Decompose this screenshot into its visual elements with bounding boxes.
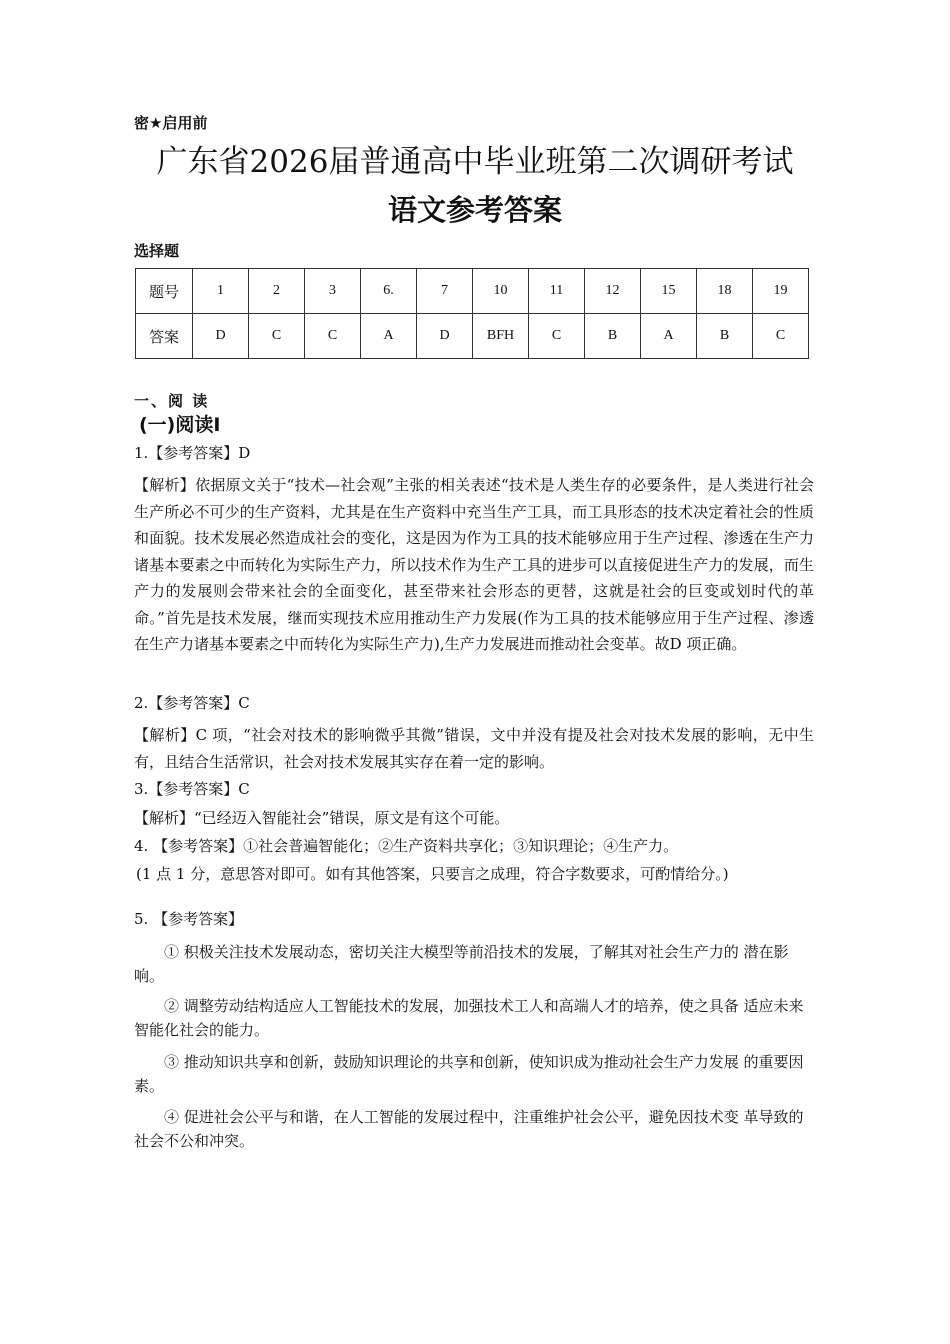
reading-subsection-heading: (一)阅读Ⅰ (139, 414, 221, 436)
q4-scoring-note: (1 点 1 分，意思答对即可。如有其他答案，只要言之成理，符合字数要求，可酌情给分。) (136, 865, 729, 883)
q2-analysis: 【解析】C 项，“社会对技术的影响微乎其微”错误，文中并没有提及社会对技术发展的影响，无中生有，且结合生活常识，社会对技术发展其实存在着一定的影响。 (134, 726, 814, 771)
q3-answer: 3.【参考答案】C (134, 780, 250, 798)
question-number: 11 (529, 269, 585, 314)
q1-analysis: 【解析】依据原文关于“技术—社会观”主张的相关表述“技术是人类生存的必要条件，是人类进行社会生产所必不可少的生产资料，尤其是在生产资料中充当生产工具，而工具形态的技术决定着社会的性质和面貌。技术发展必然造成社会的变化，这是因为作为工具的技术能够应用于生产过程、渗透在生产力诸基本要素之中而转化为实际生产力，所以技术作为生产工具的进步可以直接促进生产力的发展，而生产力的发展则会带来社会的全面变化，甚至带来社会形态的更替，这就是社会的巨变或划时代的革命。”首先是技术发展，继而实现技术应用推动生产力发展(作为工具的技术能够应用于生产过程、渗透在生产力诸基本要素之中而转化为实际生产力),生产力发展进而推动社会变革。故D 项正确。 (134, 476, 814, 653)
question-number: 3 (305, 269, 361, 314)
answer-cell: B (585, 314, 641, 359)
answer-key-subtitle: 语文参考答案 (387, 193, 562, 227)
question-number-row (136, 269, 809, 314)
confidential-mark: 密★启用前 (134, 114, 208, 132)
q1-answer: 1.【参考答案】D (134, 444, 251, 462)
answer-cell: A (641, 314, 697, 359)
answer-cell: C (249, 314, 305, 359)
answer-cell: C (305, 314, 361, 359)
answer-cell: BFH (473, 314, 529, 359)
q2-answer: 2.【参考答案】C (134, 694, 250, 712)
question-number: 2 (249, 269, 305, 314)
answer-cell: D (417, 314, 473, 359)
answer-table (135, 268, 809, 359)
question-number: 7 (417, 269, 473, 314)
q3-analysis: 【解析】“已经迈入智能社会”错误，原文是有这个可能。 (134, 809, 510, 827)
q5-point-3: ③ 推动知识共享和创新，鼓励知识理论的共享和创新，使知识成为推动社会生产力发展 的重要因素。 (134, 1053, 804, 1095)
question-number: 15 (641, 269, 697, 314)
answer-row (136, 314, 809, 359)
question-number: 10 (473, 269, 529, 314)
answer-cell: C (529, 314, 585, 359)
q5-point-4: ④ 促进社会公平与和谐，在人工智能的发展过程中，注重维护社会公平，避免因技术变 革导致的社会不公和冲突。 (134, 1108, 804, 1150)
answer-cell: C (753, 314, 809, 359)
question-number: 12 (585, 269, 641, 314)
q5-answer: 5. 【参考答案】 (134, 910, 244, 928)
exam-title: 广东省2026届普通高中毕业班第二次调研考试 (156, 144, 794, 180)
reading-section-heading: 一、阅 读 (134, 392, 210, 410)
q4-answer: 4. 【参考答案】①社会普遍智能化；②生产资料共享化；③知识理论；④生产力。 (134, 837, 679, 855)
q5-point-2: ② 调整劳动结构适应人工智能技术的发展，加强技术工人和高端人才的培养，使之具备 适应未来智能化社会的能力。 (134, 997, 804, 1039)
question-number: 1 (193, 269, 249, 314)
answer-cell: A (361, 314, 417, 359)
row-label-answer: 答案 (136, 314, 193, 359)
answer-cell: D (193, 314, 249, 359)
question-number: 6. (361, 269, 417, 314)
question-number: 18 (697, 269, 753, 314)
question-number: 19 (753, 269, 809, 314)
q5-point-1: ① 积极关注技术发展动态，密切关注大模型等前沿技术的发展，了解其对社会生产力的 潜在影响。 (134, 943, 789, 985)
answer-cell: B (697, 314, 753, 359)
row-label-question: 题号 (136, 269, 193, 314)
choice-section-heading: 选择题 (134, 242, 180, 260)
